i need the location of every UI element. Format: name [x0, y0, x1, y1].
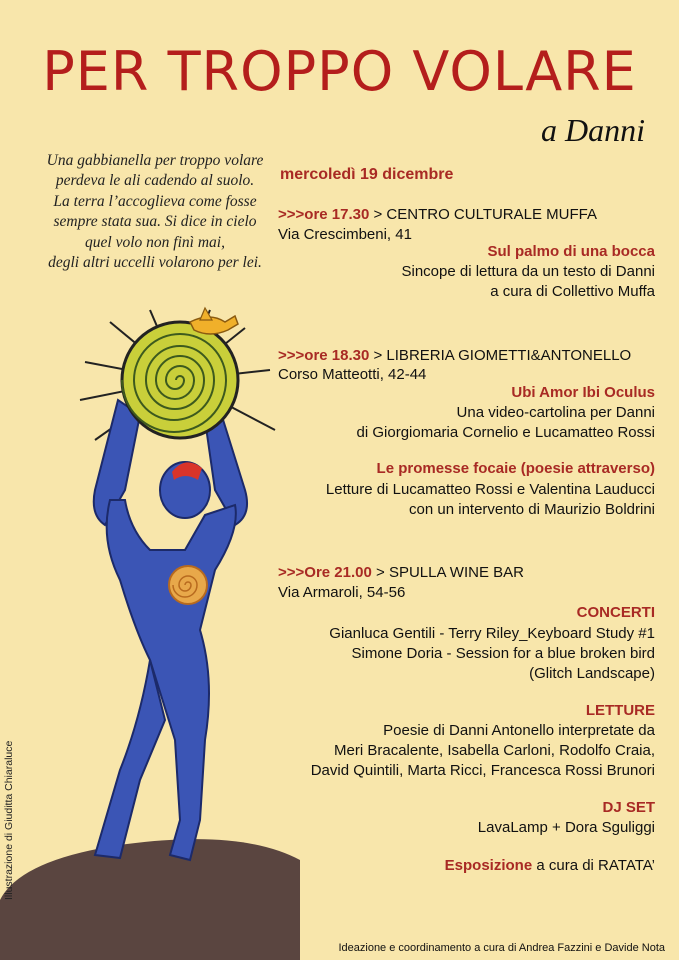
exhibition-label: Esposizione [444, 857, 533, 874]
poem-line: quel volo non finì mai, [85, 233, 225, 251]
poem-line: La terra l’accoglieva come fosse [53, 192, 257, 210]
item-line: Simone Doria - Session for a blue broken bird [351, 645, 655, 662]
poem [30, 151, 280, 273]
item-title: Ubi Amor Ibi Oculus [511, 384, 655, 401]
item-line: Letture di Lucamatteo Rossi e Valentina Lauducci [325, 481, 655, 498]
item-line: Una video-cartolina per Danni [456, 404, 655, 421]
event-1-header [278, 206, 597, 223]
poster-title: PER TROPPO VOLARE [42, 40, 637, 103]
item-title: Le promesse focaie (poesie attraverso) [376, 460, 655, 477]
event-3-address: Via Armaroli, 54-56 [278, 584, 406, 601]
event-3-header [278, 564, 524, 581]
figure-illustration [0, 300, 300, 960]
illustration-credit: Illustrazione di Giuditta Chiaraluce [3, 740, 15, 900]
exhibition-rest: a cura di RATATA’ [532, 857, 655, 874]
event-2-time: ore 18.30 [304, 347, 370, 364]
event-date: mercoledì 19 dicembre [280, 166, 454, 183]
item-title: CONCERTI [576, 604, 655, 621]
item-line: Meri Bracalente, Isabella Carloni, Rodolfo Craia, [334, 742, 655, 759]
event-2-header [278, 347, 631, 364]
item-line: LavaLamp + Dora Sguliggi [477, 819, 655, 836]
event-2-address: Corso Matteotti, 42-44 [278, 366, 427, 383]
poem-line: degli altri uccelli volarono per lei. [48, 254, 262, 272]
chest-spiral [169, 566, 207, 604]
event-1-address: Via Crescimbeni, 41 [278, 226, 412, 243]
event-3-time: Ore 21.00 [304, 564, 372, 581]
event-3-arrows: >>> [278, 564, 305, 581]
event-3-venue: > SPULLA WINE BAR [371, 564, 524, 581]
poem-line: perdeva le ali cadendo al suolo. [55, 172, 255, 190]
item-line: a cura di Collettivo Muffa [490, 283, 655, 300]
poster-subtitle: a Danni [541, 112, 645, 148]
item-title: Sul palmo di una bocca [487, 243, 655, 260]
bird-icon [190, 316, 238, 334]
footer-credits: Ideazione e coordinamento a cura di Andrea Fazzini e Davide Nota [338, 942, 665, 954]
item-title: DJ SET [602, 799, 655, 816]
event-1-venue: > CENTRO CULTURALE MUFFA [369, 206, 597, 223]
item-line: di Giorgiomaria Cornelio e Lucamatteo Rossi [356, 424, 655, 441]
item-line: David Quintili, Marta Ricci, Francesca Rossi Brunori [310, 762, 655, 779]
item-line: (Glitch Landscape) [529, 665, 655, 682]
event-1-time: ore 17.30 [304, 206, 370, 223]
event-1-arrows: >>> [278, 206, 305, 223]
item-line: con un intervento di Maurizio Boldrini [409, 501, 655, 518]
event-2-venue: > LIBRERIA GIOMETTI&ANTONELLO [369, 347, 632, 364]
item-line: Poesie di Danni Antonello interpretate da [383, 722, 655, 739]
item-line: Sincope di lettura da un testo di Danni [401, 263, 655, 280]
exhibition-line [445, 856, 655, 877]
item-title: LETTURE [585, 702, 655, 719]
event-2-arrows: >>> [278, 347, 305, 364]
item-line: Gianluca Gentili - Terry Riley_Keyboard Study #1 [329, 625, 655, 642]
rock-shape [0, 839, 300, 960]
poem-line: Una gabbianella per troppo volare [46, 152, 264, 169]
poem-line: sempre stata sua. Si dice in cielo [53, 213, 257, 231]
